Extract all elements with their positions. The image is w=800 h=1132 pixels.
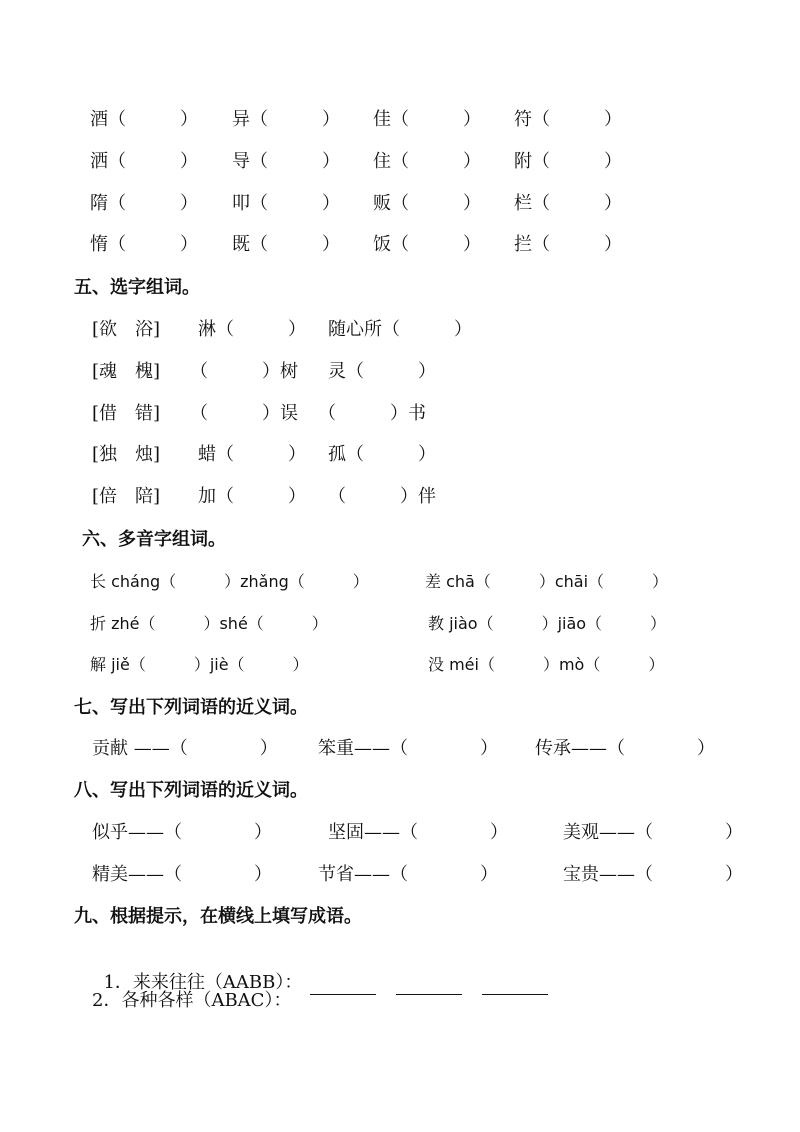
grid-cell: 叩（ ） bbox=[232, 193, 340, 214]
choice-pair: [独 烛] bbox=[92, 444, 161, 465]
grid-cell: 隋（ ） bbox=[90, 193, 198, 214]
grid-cell: 导（ ） bbox=[232, 151, 340, 172]
idiom-prompt: 1．来来往往（AABB）： bbox=[103, 972, 303, 993]
fill-word: （ ）伴 bbox=[328, 486, 436, 507]
idiom-item-2: 2．各种各样（ABAC）： bbox=[92, 990, 292, 1011]
grid-cell: 栏（ ） bbox=[514, 193, 622, 214]
grid-cell: 异（ ） bbox=[232, 109, 340, 130]
section8-heading: 八、写出下列词语的近义词。 bbox=[74, 780, 308, 801]
grid-cell: 饭（ ） bbox=[373, 234, 481, 255]
polyphone-row: 教 jiào（ ）jiāo（ ） bbox=[428, 614, 667, 633]
polyphone-row: 没 méi（ ）mò（ ） bbox=[428, 655, 665, 674]
grid-cell: 附（ ） bbox=[514, 151, 622, 172]
synonym-item: 贡献 ——（ ） bbox=[92, 738, 278, 759]
synonym-item: 节省——（ ） bbox=[318, 864, 498, 885]
grid-cell: 贩（ ） bbox=[373, 193, 481, 214]
answer-line[interactable] bbox=[310, 976, 376, 995]
grid-cell: 住（ ） bbox=[373, 151, 481, 172]
polyphone-row: 折 zhé（ ）shé（ ） bbox=[90, 614, 328, 633]
fill-word: 淋（ ） bbox=[198, 319, 306, 340]
polyphone-row: 长 cháng（ ）zhǎng（ ） bbox=[90, 572, 369, 591]
synonym-item: 宝贵——（ ） bbox=[563, 864, 743, 885]
grid-cell: 酒（ ） bbox=[90, 109, 198, 130]
synonym-item: 似乎——（ ） bbox=[92, 822, 272, 843]
polyphone-row: 解 jiě（ ）jiè（ ） bbox=[90, 655, 309, 674]
fill-word: 灵（ ） bbox=[328, 361, 436, 382]
section6-heading: 六、多音字组词。 bbox=[82, 529, 226, 550]
fill-word: （ ）树 bbox=[190, 361, 298, 382]
section7-heading: 七、写出下列词语的近义词。 bbox=[74, 697, 308, 718]
grid-cell: 惰（ ） bbox=[90, 234, 198, 255]
grid-cell: 佳（ ） bbox=[373, 109, 481, 130]
synonym-item: 传承——（ ） bbox=[535, 738, 715, 759]
section9-heading: 九、根据提示，在横线上填写成语。 bbox=[74, 906, 362, 927]
grid-cell: 洒（ ） bbox=[90, 151, 198, 172]
section5-heading: 五、选字组词。 bbox=[74, 277, 200, 298]
fill-word: 孤（ ） bbox=[328, 444, 436, 465]
grid-cell: 既（ ） bbox=[232, 234, 340, 255]
synonym-item: 精美——（ ） bbox=[92, 864, 272, 885]
polyphone-row: 差 chā（ ）chāi（ ） bbox=[425, 572, 669, 591]
choice-pair: [借 错] bbox=[92, 403, 161, 424]
choice-pair: [欲 浴] bbox=[92, 319, 161, 340]
synonym-item: 美观——（ ） bbox=[563, 822, 743, 843]
fill-word: 随心所（ ） bbox=[328, 319, 472, 340]
fill-word: （ ）书 bbox=[318, 403, 426, 424]
answer-line[interactable] bbox=[482, 976, 548, 995]
answer-line[interactable] bbox=[396, 976, 462, 995]
choice-pair: [魂 槐] bbox=[92, 361, 161, 382]
fill-word: 加（ ） bbox=[198, 486, 306, 507]
synonym-item: 笨重——（ ） bbox=[318, 738, 498, 759]
grid-cell: 符（ ） bbox=[514, 109, 622, 130]
fill-word: （ ）误 bbox=[190, 403, 298, 424]
synonym-item: 坚固——（ ） bbox=[328, 822, 508, 843]
choice-pair: [倍 陪] bbox=[92, 486, 161, 507]
idiom-item-1 bbox=[92, 947, 548, 995]
fill-word: 蜡（ ） bbox=[198, 444, 306, 465]
grid-cell: 拦（ ） bbox=[514, 234, 622, 255]
